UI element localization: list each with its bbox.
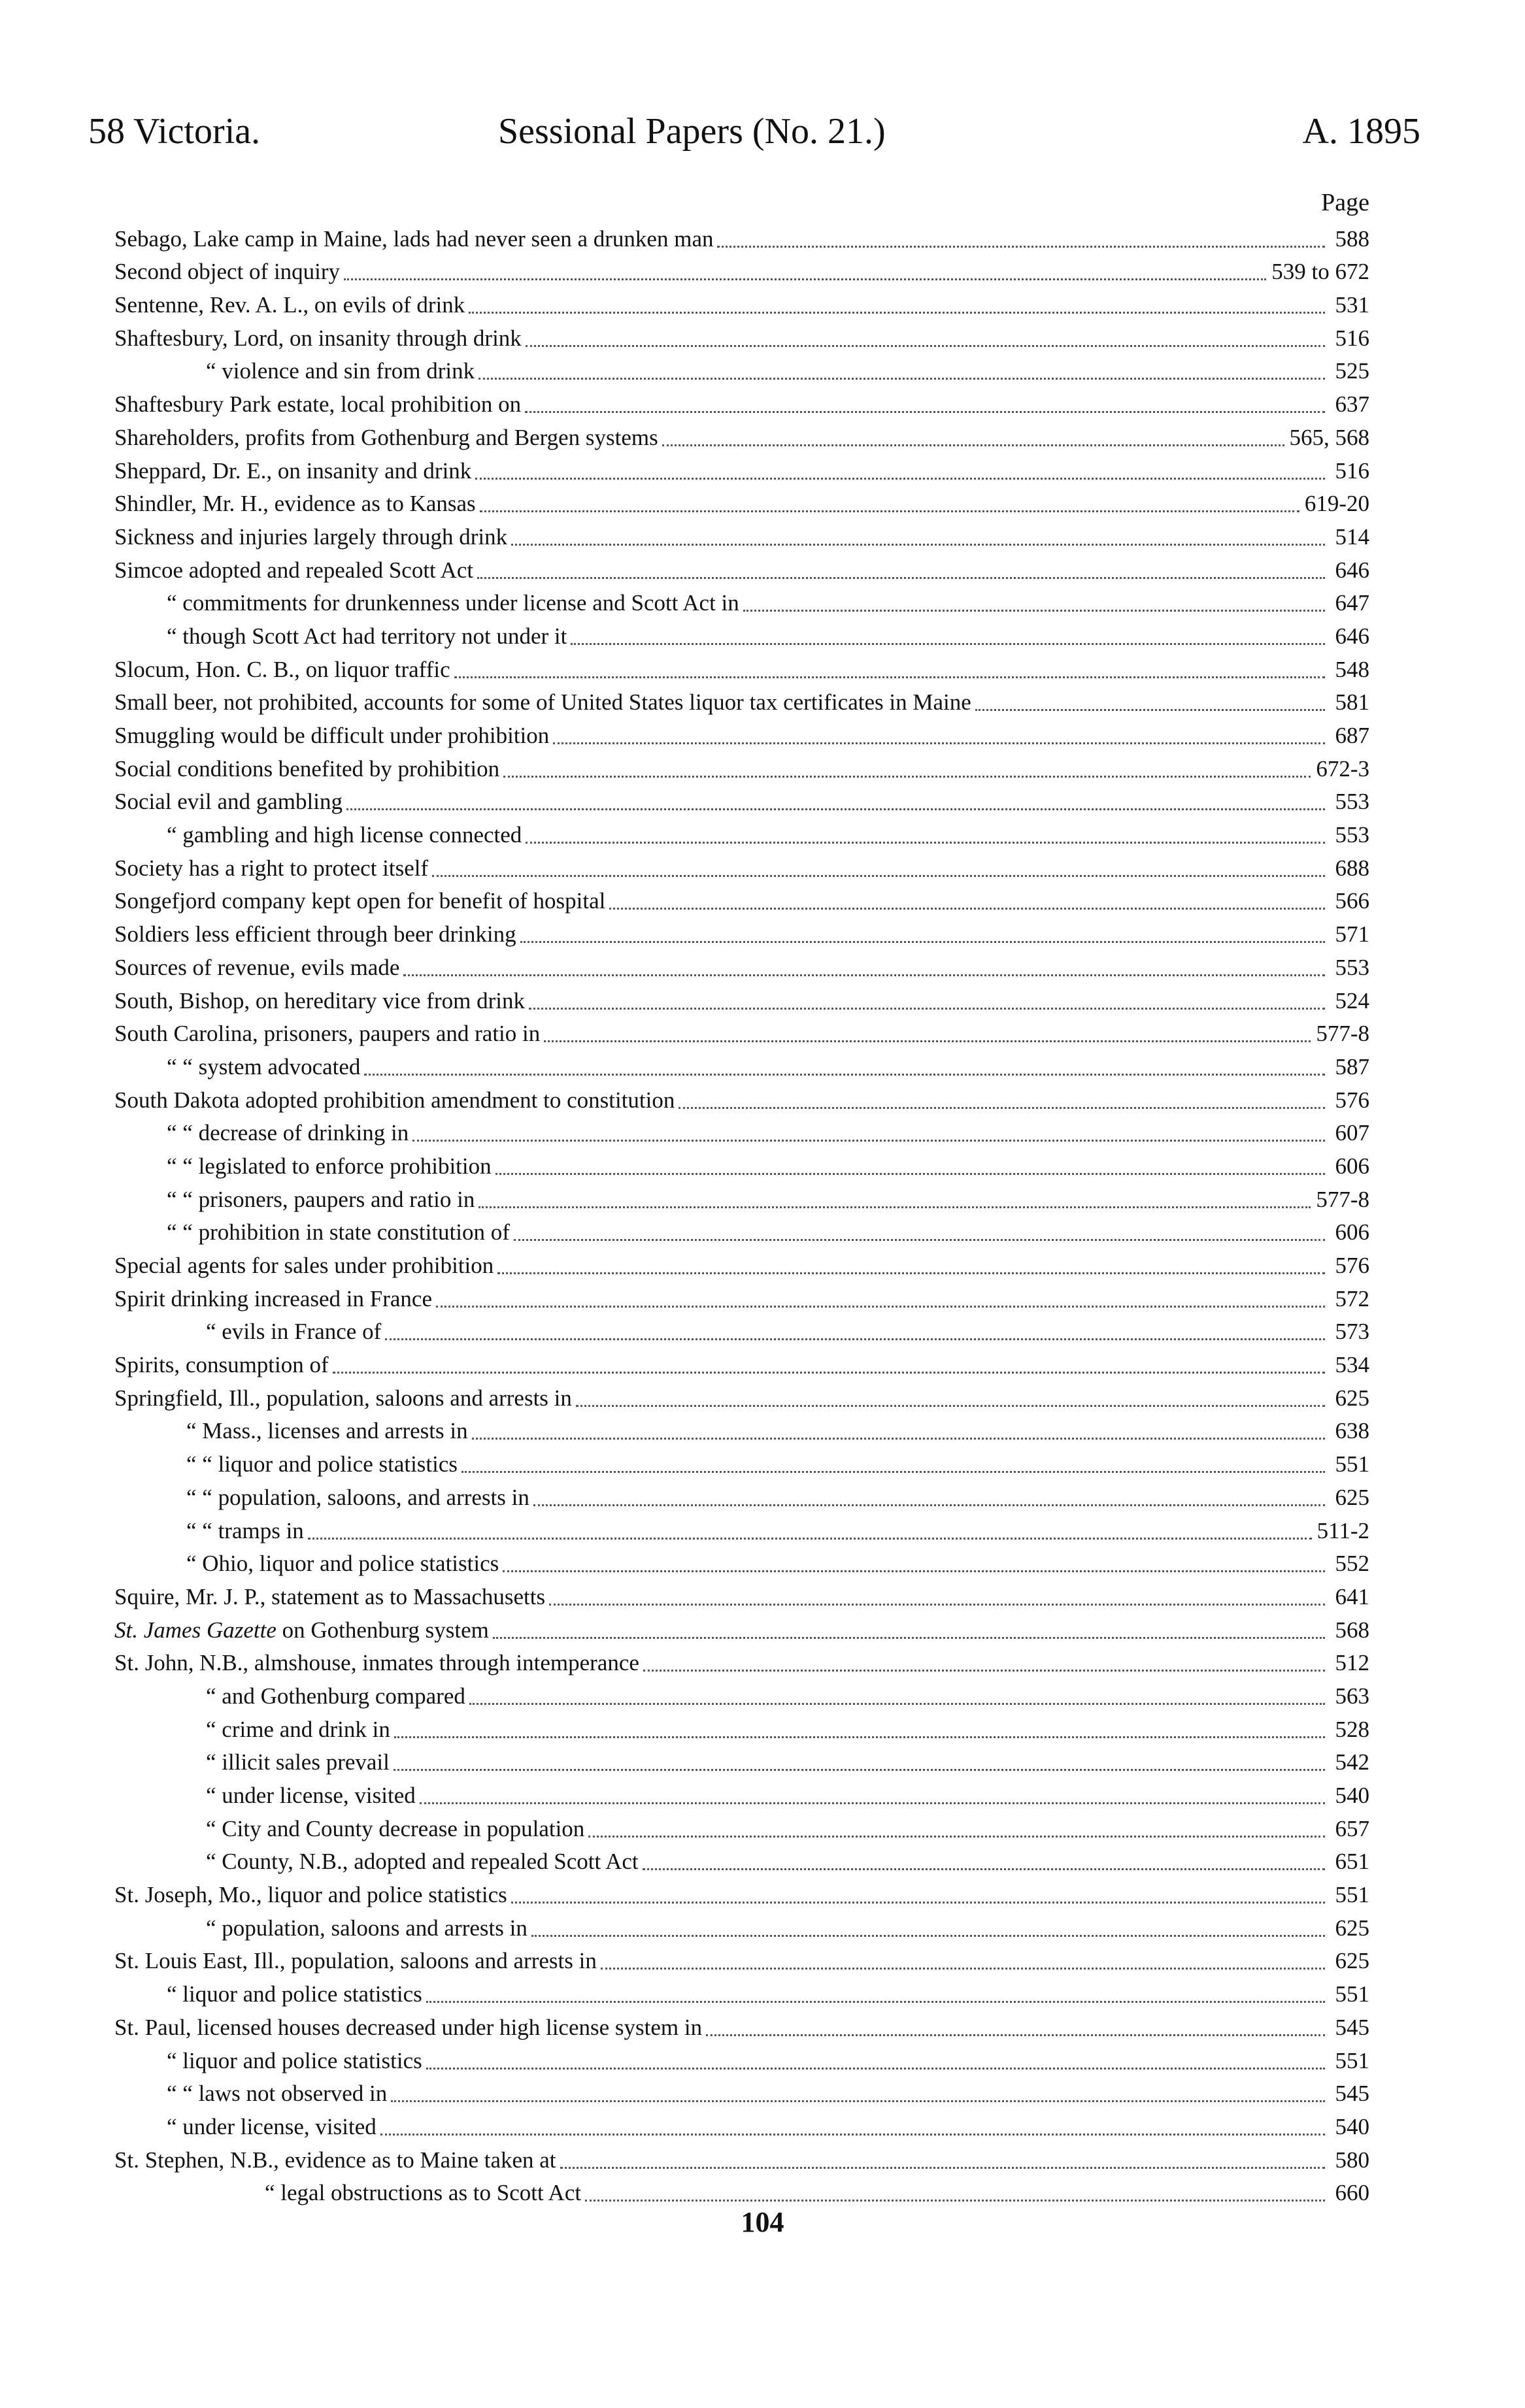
entry-text: “ liquor and police statistics [167,2047,422,2073]
entry-page: 647 [1335,590,1369,616]
index-entry [114,1445,1369,1479]
entry-text: Spirits, consumption of [114,1352,329,1378]
entry-text: “ “ system advocated [167,1053,361,1080]
index-entry [114,1909,1369,1943]
dot-leader [531,1935,1325,1937]
entry-page: 540 [1335,1783,1369,1808]
dot-leader [385,1338,1325,1340]
entry-page: 657 [1335,1815,1369,1841]
dot-leader [432,875,1325,877]
index-entry [114,915,1369,949]
header-year: A. 1895 [1302,111,1420,152]
entry-text: Small beer, not prohibited, accounts for some of United States liquor tax certificates in Maine [114,689,971,716]
dot-leader [426,2001,1325,2003]
index-entry [114,386,1369,419]
entry-page: 581 [1335,689,1369,716]
entry-text: “ legal obstructions as to Scott Act [265,2180,582,2206]
entry-page: 542 [1335,1749,1369,1775]
entry-page: 563 [1335,1683,1369,1709]
index-entry [114,220,1369,254]
index-entry [114,1578,1369,1611]
index-entry [114,1777,1369,1810]
index-entry [114,320,1369,353]
dot-leader [717,246,1325,248]
dot-leader [544,1040,1311,1042]
index-entry [114,1181,1369,1214]
index-entry [114,1677,1369,1711]
entry-page: 672-3 [1316,755,1369,782]
entry-text: Special agents for sales under prohibition [114,1253,494,1278]
entry-text: St. Joseph, Mo., liquor and police statistics [114,1882,507,1908]
entry-text: “ population, saloons and arrests in [206,1915,528,1941]
entry-page: 565, 568 [1289,424,1369,450]
dot-leader [743,610,1325,612]
entry-text: St. John, N.B., almshouse, inmates through intemperance [114,1650,639,1676]
entry-text: “ “ liquor and police statistics [186,1451,458,1477]
dot-leader [525,411,1325,413]
index-entry [114,2009,1369,2042]
entry-text: Squire, Mr. J. P., statement as to Massachusetts [114,1583,546,1609]
entry-page: 511-2 [1316,1517,1369,1543]
dot-leader [391,2100,1325,2102]
index-entry [114,1048,1369,1081]
entry-text: South Carolina, prisoners, paupers and ratio in [114,1021,541,1047]
entry-page: 606 [1335,1219,1369,1245]
entry-text: “ “ tramps in [186,1517,304,1543]
entry-text: “ under license, visited [206,1783,416,1808]
dot-leader [588,1836,1325,1838]
entry-text: “ crime and drink in [206,1716,390,1742]
entry-page: 514 [1335,523,1369,550]
index-entry [114,518,1369,552]
dot-leader [576,1405,1325,1407]
header-session: 58 Victoria. [88,111,261,152]
entry-text: Second object of inquiry [114,259,341,285]
dot-leader [380,2134,1325,2136]
dot-leader [480,510,1299,512]
dot-leader [308,1538,1312,1540]
entry-page: 551 [1335,1882,1369,1908]
entry-page: 545 [1335,2014,1369,2040]
dot-leader [571,643,1325,645]
index-entry [114,1214,1369,1247]
header-title: Sessional Papers (No. 21.) [498,111,886,152]
entry-text: Spirit drinking increased in France [114,1285,432,1311]
entry-text: “ commitments for drunkenness under license and Scott Act in [167,590,739,616]
entry-page: 571 [1335,921,1369,948]
index-entry [114,254,1369,287]
dot-leader [344,278,1266,280]
index-entry [114,1711,1369,1744]
page-column-label: Page [1321,189,1369,216]
entry-text: “ County, N.B., adopted and repealed Scott Act [206,1849,639,1875]
entry-text: Soldiers less efficient through beer drinking [114,921,516,948]
dot-leader [333,1372,1325,1374]
index-entry [114,585,1369,618]
index-entry [114,1843,1369,1877]
entry-page: 625 [1335,1484,1369,1510]
entry-text: Smuggling would be difficult under prohibition [114,723,550,748]
entry-page: 566 [1335,888,1369,914]
dot-leader [461,1471,1325,1473]
index-entry [114,1346,1369,1379]
entry-page: 548 [1335,656,1369,682]
entry-text: “ Ohio, liquor and police statistics [186,1551,499,1577]
entry-text: Social evil and gambling [114,789,343,815]
entry-text: “ “ prisoners, paupers and ratio in [167,1186,475,1212]
entry-text: “ “ prohibition in state constitution of [167,1219,510,1245]
index-entry [114,1943,1369,1976]
index-entry [114,2175,1369,2208]
dot-leader [975,709,1325,711]
entry-text: “ under license, visited [167,2113,377,2139]
entry-text: Sebago, Lake camp in Maine, lads had never seen a drunken man [114,225,714,252]
entry-text: Shaftesbury, Lord, on insanity through drink [114,325,522,351]
entry-page: 687 [1335,723,1369,748]
index-entry [114,1611,1369,1645]
dot-leader [553,742,1325,744]
entry-page: 516 [1335,325,1369,351]
dot-leader [412,1140,1325,1142]
dot-leader [526,345,1325,347]
entry-text: Simcoe adopted and repealed Scott Act [114,557,474,583]
entry-page: 688 [1335,855,1369,881]
dot-leader [706,2034,1325,2036]
entry-text: “ violence and sin from drink [206,358,475,384]
entry-text: “ City and County decrease in population [206,1815,585,1841]
entry-text: “ evils in France of [206,1319,382,1345]
entry-page: 551 [1335,2047,1369,2073]
entry-text: Society has a right to protect itself [114,855,429,881]
dot-leader [529,1008,1325,1010]
entry-text: Sources of revenue, evils made [114,954,400,980]
index-entry [114,684,1369,717]
entry-text: Sickness and injuries largely through drink [114,523,508,550]
dot-leader [420,1802,1325,1804]
entry-text [114,1616,489,1645]
index-entry [114,949,1369,982]
entry-page: 553 [1335,822,1369,848]
entry-page: 572 [1335,1285,1369,1311]
entry-page: 625 [1335,1948,1369,1974]
dot-leader [526,842,1325,844]
dot-leader [585,2200,1325,2202]
entry-page: 638 [1335,1418,1369,1444]
entry-page: 531 [1335,292,1369,318]
dot-leader [503,1570,1325,1572]
entry-page: 552 [1335,1551,1369,1577]
entry-text: Shaftesbury Park estate, local prohibition on [114,391,522,418]
entry-text: “ “ legislated to enforce prohibition [167,1153,492,1179]
entry-page: 553 [1335,789,1369,815]
index-entry [114,552,1369,585]
entry-page: 573 [1335,1319,1369,1345]
entry-page: 551 [1335,1451,1369,1477]
entry-page: 534 [1335,1352,1369,1378]
dot-leader [679,1107,1325,1109]
entry-text: Shareholders, profits from Gothenburg and Bergen systems [114,424,658,450]
entry-text: Shindler, Mr. H., evidence as to Kansas [114,491,476,517]
index-entry [114,1115,1369,1148]
entry-page: 607 [1335,1120,1369,1146]
entry-text: South Dakota adopted prohibition amendment to constitution [114,1087,675,1113]
dot-leader [478,1206,1311,1208]
entry-page: 637 [1335,391,1369,418]
dot-leader [533,1504,1325,1506]
entry-text: “ gambling and high license connected [167,822,522,848]
entry-text: Sheppard, Dr. E., on insanity and drink [114,457,472,484]
entry-text: St. Louis East, Ill., population, saloons and arrests in [114,1948,597,1974]
index-entry [114,651,1369,684]
entry-text: “ though Scott Act had territory not under it [167,623,567,649]
index-entry [114,286,1369,320]
dot-leader [436,1306,1325,1308]
entry-text: Social conditions benefited by prohibition [114,755,500,782]
index-entry [114,1645,1369,1678]
entry-text: St. Stephen, N.B., evidence as to Maine taken at [114,2147,556,2173]
entry-text: St. Paul, licensed houses decreased under high license system in [114,2014,703,2040]
entry-page: 580 [1335,2147,1369,2173]
dot-leader [477,577,1325,579]
dot-leader [609,908,1325,910]
entry-page: 587 [1335,1053,1369,1080]
entry-page: 539 to 672 [1271,259,1369,285]
entry-page: 525 [1335,358,1369,384]
dot-leader [503,776,1311,778]
index-entry [114,750,1369,783]
entry-page: 660 [1335,2180,1369,2206]
entry-text: “ “ population, saloons, and arrests in [186,1484,529,1510]
index-entry [114,982,1369,1015]
entry-page: 646 [1335,557,1369,583]
dot-leader [520,941,1325,943]
entry-text: “ “ decrease of drinking in [167,1120,409,1146]
dot-leader [426,2068,1325,2070]
index-entry [114,618,1369,651]
index-entry [114,1379,1369,1413]
entry-page: 540 [1335,2113,1369,2139]
entry-page: 568 [1335,1617,1369,1643]
index-entry [114,1545,1369,1579]
index-entry [114,1810,1369,1843]
index-entry [114,1413,1369,1446]
entry-page: 545 [1335,2081,1369,2107]
entry-page: 641 [1335,1583,1369,1609]
entry-page: 551 [1335,1981,1369,2007]
page-number: 104 [741,2206,784,2238]
entry-page: 553 [1335,954,1369,980]
dot-leader [514,1239,1325,1241]
index-entry [114,419,1369,452]
entry-page: 646 [1335,623,1369,649]
entry-text: “ illicit sales prevail [206,1749,390,1775]
entry-text: South, Bishop, on hereditary vice from drink [114,987,525,1014]
entry-page: 524 [1335,987,1369,1014]
dot-leader [511,544,1325,546]
entry-page: 576 [1335,1253,1369,1278]
entry-page: 577-8 [1316,1021,1369,1047]
index-entry [114,849,1369,883]
dot-leader [475,478,1325,480]
index-entry [114,2042,1369,2075]
index-entry [114,2075,1369,2109]
entry-page: 651 [1335,1849,1369,1875]
dot-leader [601,1968,1325,1970]
index-entry [114,2108,1369,2141]
entry-text: Slocum, Hon. C. B., on liquor traffic [114,656,450,682]
dot-leader [643,1868,1325,1870]
index-entry [114,1015,1369,1049]
dot-leader [511,1902,1325,1904]
dot-leader [560,2167,1325,2169]
index-entry [114,717,1369,750]
index-entry [114,486,1369,519]
running-header [88,108,1420,160]
dot-leader [346,808,1325,810]
dot-leader [662,444,1284,446]
dot-leader [643,1670,1325,1672]
entry-text: Songefjord company kept open for benefit of hospital [114,888,606,914]
dot-leader [497,1272,1325,1274]
dot-leader [495,1173,1325,1175]
index-entry [114,1247,1369,1280]
dot-leader [403,974,1325,976]
entry-page: 516 [1335,457,1369,484]
entry-text-rest: on Gothenburg system [276,1617,489,1643]
dot-leader [469,312,1325,314]
dot-leader [469,1703,1325,1705]
index-entry [114,1876,1369,1909]
entry-text: “ liquor and police statistics [167,1981,422,2007]
index-entry [114,353,1369,386]
index-entry [114,783,1369,817]
entry-page: 528 [1335,1716,1369,1742]
entry-page: 576 [1335,1087,1369,1113]
index-entry [114,2141,1369,2175]
entry-page: 606 [1335,1153,1369,1179]
entry-text: “ Mass., licenses and arrests in [186,1418,468,1444]
entry-page: 625 [1335,1915,1369,1941]
index-entry [114,1147,1369,1181]
entry-page: 625 [1335,1385,1369,1411]
entry-page: 619-20 [1304,491,1369,517]
entry-text: “ “ laws not observed in [167,2081,388,2107]
entry-text: Sentenne, Rev. A. L., on evils of drink [114,292,465,318]
index-entry [114,1280,1369,1313]
dot-leader [454,676,1325,678]
dot-leader [394,1769,1325,1771]
index-entry [114,1512,1369,1545]
index-entries [114,220,1369,2207]
index-entry [114,1744,1369,1777]
index-entry [114,883,1369,916]
index-entry [114,1313,1369,1347]
index-entry [114,1975,1369,2009]
entry-italic-title: St. James Gazette [114,1617,277,1643]
entry-text: Springfield, Ill., population, saloons and arrests in [114,1385,572,1411]
entry-page: 577-8 [1316,1186,1369,1212]
index-entry [114,816,1369,849]
dot-leader [478,378,1325,380]
entry-text: “ and Gothenburg compared [206,1683,465,1709]
index-entry [114,452,1369,486]
dot-leader [394,1736,1325,1738]
dot-leader [472,1438,1325,1440]
entry-page: 512 [1335,1650,1369,1676]
dot-leader [549,1604,1325,1606]
index-entry [114,1081,1369,1115]
dot-leader [364,1074,1325,1076]
dot-leader [493,1637,1325,1639]
index-entry [114,1479,1369,1512]
entry-page: 588 [1335,225,1369,252]
